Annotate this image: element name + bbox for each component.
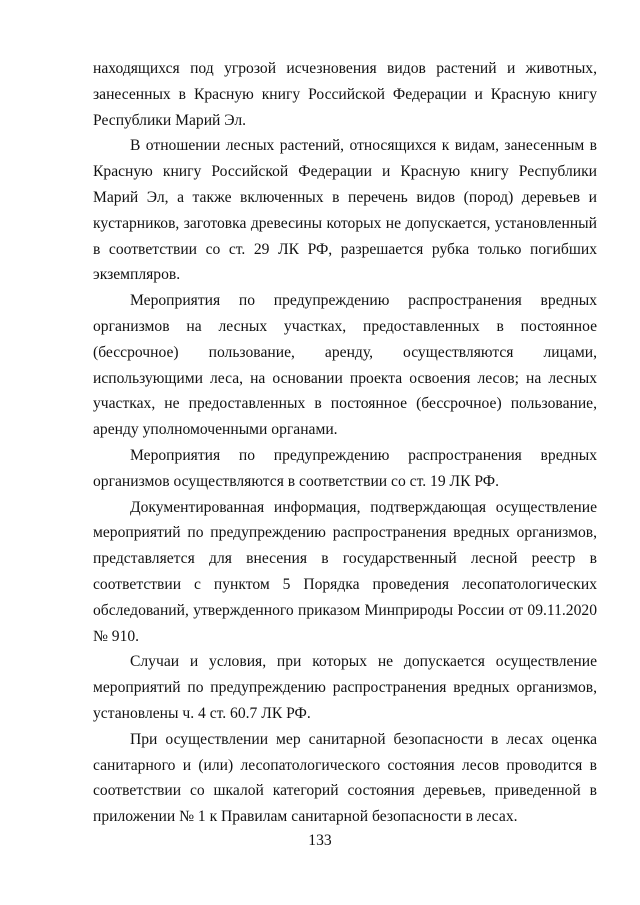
paragraph-5: Документированная информация, подтверждающая осуществление мероприятий по предупреждению распространения вредных организмов, представляется для внесения в государственный лесной реестр в соответствии с пунктом 5 Порядка проведения лесопатологических обследований, утвержденного приказом Минприроды России от 09.11.2020 № 910. xyxy=(93,498,597,645)
page-number: 133 xyxy=(308,832,332,849)
paragraph-4: Мероприятия по предупреждению распространения вредных организмов осуществляются в соответствии со ст. 19 ЛК РФ. xyxy=(93,446,597,490)
paragraph-6: Случаи и условия, при которых не допускается осуществление мероприятий по предупреждению распространения вредных организмов, установлены ч. 4 ст. 60.7 ЛК РФ. xyxy=(93,653,597,722)
paragraph-7: При осуществлении мер санитарной безопасности в лесах оценка санитарного и (или) лесопатологического состояния лесов проводится в соответствии со шкалой категорий состояния деревьев, приведенной в приложении № 1 к Правилам санитарной безопасности в лесах. xyxy=(93,730,597,826)
paragraph-2: В отношении лесных растений, относящихся к видам, занесенным в Красную книгу Российской Федерации и Красную книгу Республики Марий Эл, а также включенных в перечень видов (пород) деревьев и кустарников, заготовка древесины которых не допускается, установленный в соответствии со ст. 29 ЛК РФ, разрешается рубка только погибших экземпляров. xyxy=(93,137,597,284)
paragraph-1: находящихся под угрозой исчезновения видов растений и животных, занесенных в Красную книгу Российской Федерации и Красную книгу Республики Марий Эл. xyxy=(93,60,597,129)
page-body xyxy=(93,56,597,830)
paragraph-3: Мероприятия по предупреждению распространения вредных организмов на лесных участках, предоставленных в постоянное (бессрочное) пользование, аренду, осуществляются лицами, использующими леса, на основании проекта освоения лесов; на лесных участках, не предоставленных в постоянное (бессрочное) пользование, аренду уполномоченными органами. xyxy=(93,292,597,439)
